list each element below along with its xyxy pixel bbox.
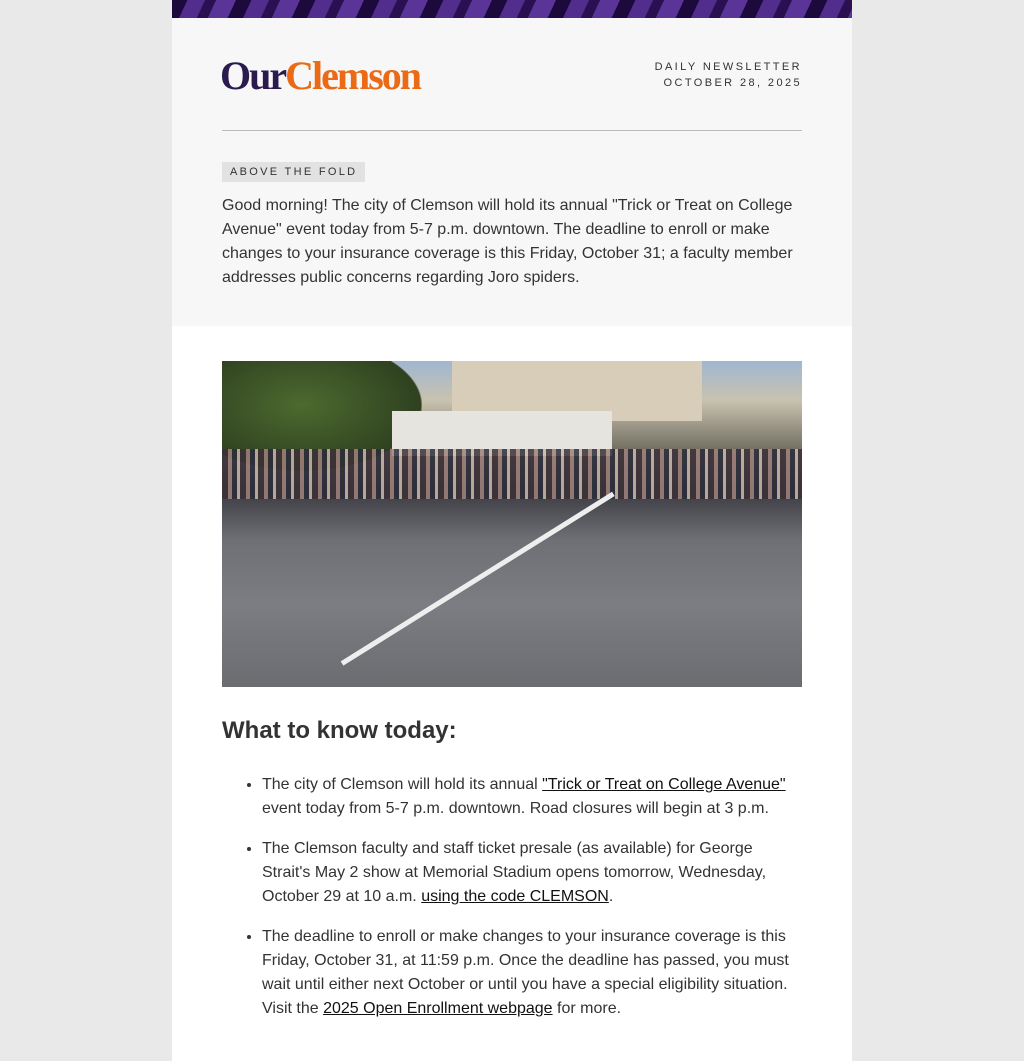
intro-text: Good morning! The city of Clemson will hold its annual "Trick or Treat on College Avenue" event today from 5-7 p.m. downtown. The deadline to enroll or make changes to your insurance coverage is this Friday, October 31; a faculty member addresses public concerns regarding Joro spiders. xyxy=(222,197,793,286)
logo-clemson: Clemson xyxy=(285,53,421,98)
list-item: • The Clemson faculty and staff ticket presale (as available) for George Strait's May 2 show at Memorial Stadium opens tomorrow, Wednesday, October 29 at 10 a.m. using the code CLEMSON. xyxy=(262,837,802,909)
section-tag: ABOVE THE FOLD xyxy=(222,162,365,182)
open-enrollment-link[interactable]: 2025 Open Enrollment webpage xyxy=(323,1000,553,1017)
trick-or-treat-link[interactable]: "Trick or Treat on College Avenue" xyxy=(542,776,786,793)
presale-code-link[interactable]: using the code CLEMSON xyxy=(421,888,609,905)
header-section xyxy=(172,18,852,326)
logo-our: Our xyxy=(220,53,286,98)
list-item: • The deadline to enroll or make changes to your insurance coverage is this Friday, October 31, at 11:59 p.m. Once the deadline has passed, you must wait until either next October or until you have a special eligibility situation. Visit the 2025 Open Enrollment webpage for more. xyxy=(262,925,802,1021)
newsletter xyxy=(172,0,852,1061)
newsletter-label: DAILY NEWSLETTER xyxy=(654,61,802,73)
newsletter-meta xyxy=(655,59,802,91)
newsletter-date: OCTOBER 28, 2025 xyxy=(663,77,802,89)
main-section xyxy=(172,326,852,1061)
trick-or-treat-dancers-photo xyxy=(222,361,802,687)
list-item: • The city of Clemson will hold its annual "Trick or Treat on College Avenue" event today from 5-7 p.m. downtown. Road closures will begin at 3 p.m. xyxy=(262,773,802,821)
divider xyxy=(222,130,802,131)
tiger-stripe-banner xyxy=(172,0,852,18)
ourclemson-logo[interactable] xyxy=(220,52,420,99)
section-heading: What to know today: xyxy=(222,717,457,744)
news-list xyxy=(222,773,802,1021)
